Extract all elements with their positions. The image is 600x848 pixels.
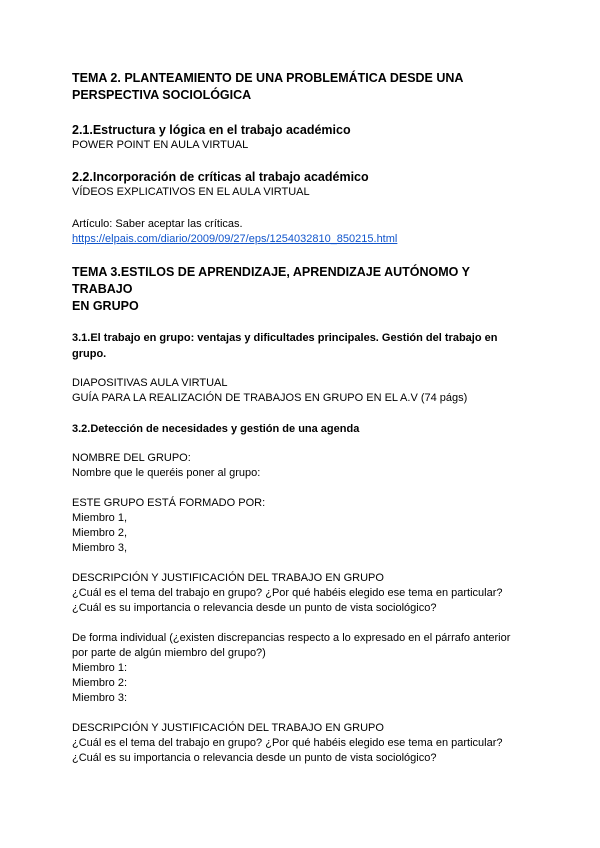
tema2-title-line1: TEMA 2. PLANTEAMIENTO DE UNA PROBLEMÁTICA DESDE UNA (72, 71, 464, 85)
section-3-2-heading: 3.2.Detección de necesidades y gestión de una agenda (72, 423, 360, 435)
individual-note-line1: De forma individual (¿existen discrepancias respecto a lo expresado en el párrafo anterior (72, 632, 511, 644)
section-2-2-text: VÍDEOS EXPLICATIVOS EN EL AULA VIRTUAL (72, 186, 310, 198)
member-item: Miembro 2, (72, 527, 128, 539)
tema3-title-line1: TEMA 3.ESTILOS DE APRENDIZAJE, APRENDIZAJE AUTÓNOMO Y TRABAJO (72, 265, 470, 296)
article-label: Artículo: Saber aceptar las críticas. (72, 218, 243, 230)
section-2-1-text: POWER POINT EN AULA VIRTUAL (72, 139, 249, 151)
tema2-title-line2: PERSPECTIVA SOCIOLÓGICA (72, 88, 252, 102)
description-question-2: ¿Cuál es su importancia o relevancia desde un punto de vista sociológico? (72, 602, 437, 614)
group-name-hint: Nombre que le queréis poner al grupo: (72, 467, 261, 479)
formed-by-label: ESTE GRUPO ESTÁ FORMADO POR: (72, 497, 266, 509)
section-3-1-heading-line1: 3.1.El trabajo en grupo: ventajas y dificultades principales. Gestión del trabajo en (72, 332, 498, 344)
description-heading: DESCRIPCIÓN Y JUSTIFICACIÓN DEL TRABAJO EN GRUPO (72, 572, 384, 584)
section-3-1-text-line2: GUÍA PARA LA REALIZACIÓN DE TRABAJOS EN GRUPO EN EL A.V (74 págs) (72, 392, 468, 404)
description-2-question-1: ¿Cuál es el tema del trabajo en grupo? ¿Por qué habéis elegido ese tema en particular? (72, 737, 503, 749)
description-heading-2: DESCRIPCIÓN Y JUSTIFICACIÓN DEL TRABAJO EN GRUPO (72, 722, 384, 734)
section-2-1-heading: 2.1.Estructura y lógica en el trabajo académico (72, 123, 351, 137)
document-page (72, 70, 532, 766)
individual-member-item: Miembro 3: (72, 692, 128, 704)
tema3-title-line2: EN GRUPO (72, 299, 139, 313)
individual-note-line2: por parte de algún miembro del grupo?) (72, 647, 266, 659)
section-2-2-heading: 2.2.Incorporación de críticas al trabajo académico (72, 170, 369, 184)
individual-member-item: Miembro 1: (72, 662, 128, 674)
article-link[interactable]: https://elpais.com/diario/2009/09/27/eps/1254032810_850215.html (72, 233, 398, 245)
section-3-1-heading-line2: grupo. (72, 348, 107, 360)
member-item: Miembro 1, (72, 512, 128, 524)
group-name-label: NOMBRE DEL GRUPO: (72, 452, 191, 464)
description-question-1: ¿Cuál es el tema del trabajo en grupo? ¿Por qué habéis elegido ese tema en particular? (72, 587, 503, 599)
description-2-question-2: ¿Cuál es su importancia o relevancia desde un punto de vista sociológico? (72, 752, 437, 764)
section-3-1-text-line1: DIAPOSITIVAS AULA VIRTUAL (72, 377, 228, 389)
member-item: Miembro 3, (72, 542, 128, 554)
individual-member-item: Miembro 2: (72, 677, 128, 689)
